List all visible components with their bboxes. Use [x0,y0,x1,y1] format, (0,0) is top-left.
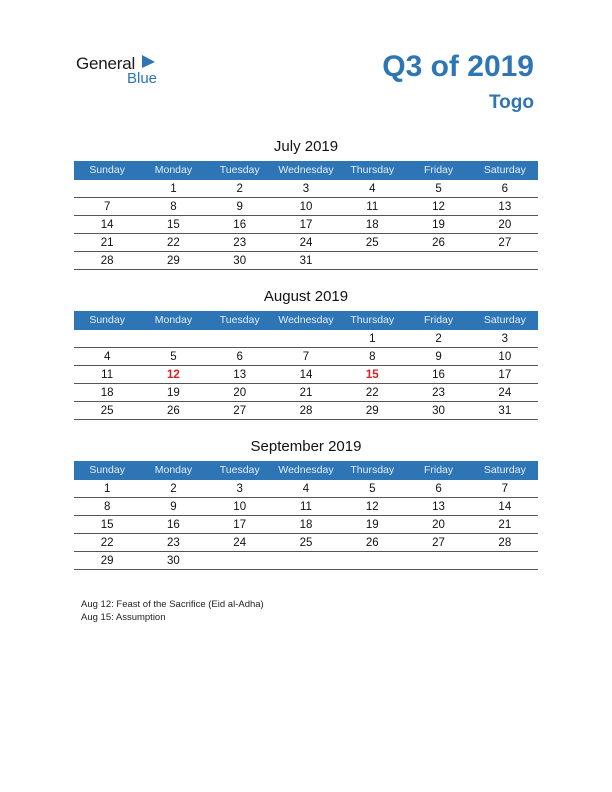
weekday-label: Monday [154,314,193,326]
day-cell: 10 [233,501,247,513]
day-cell: 31 [299,255,313,267]
day-cell: 29 [167,255,180,267]
day-cell: 24 [299,237,313,249]
day-cell: 7 [302,351,310,363]
month-title: July 2019 [273,138,339,155]
day-cell: 28 [299,405,313,417]
month-august [74,286,538,420]
day-cell: 7 [501,483,509,495]
day-cell: 5 [369,483,376,495]
week-row [74,498,538,516]
day-cell: 13 [233,369,247,381]
weekday-label: Sunday [89,164,125,176]
day-cell [273,330,339,347]
week-row [74,516,538,534]
day-cell: 9 [435,351,442,363]
day-cell: 6 [435,483,442,495]
day-cell: 29 [365,405,379,417]
holiday-note: Aug 15: Assumption [81,612,166,623]
day-cell: 4 [302,483,310,495]
weekday-label: Sunday [89,314,125,326]
day-cell: 20 [233,387,247,399]
day-cell: 16 [233,219,247,231]
day-cell: 15 [167,219,180,231]
week-row [74,234,538,252]
day-cell: 5 [435,183,442,195]
week-row [74,384,538,402]
weekday-label: Friday [423,164,454,176]
day-cell: 27 [498,237,512,249]
day-cell [74,330,140,347]
day-cell: 22 [365,387,379,399]
day-cell: 25 [299,537,313,549]
week-row [74,402,538,420]
weekday-label: Sunday [89,464,125,476]
day-cell: 11 [366,201,379,213]
day-cell: 18 [365,219,379,231]
day-cell: 20 [432,519,445,531]
day-cell: 6 [236,351,243,363]
weekday-header [74,461,538,480]
day-cell [472,252,538,269]
day-cell: 17 [498,369,512,381]
day-cell: 18 [100,387,114,399]
country-name: Togo [488,92,534,113]
day-cell: 3 [302,183,310,195]
day-cell: 25 [365,237,379,249]
day-cell [339,252,405,269]
weekday-label: Saturday [483,314,526,326]
weekday-label: Tuesday [219,464,260,476]
day-cell: 28 [100,255,114,267]
day-cell: 16 [167,519,180,531]
day-cell [140,330,206,347]
day-cell: 1 [170,183,177,195]
logo-flag-icon [140,53,156,69]
day-cell: 11 [300,501,312,513]
day-cell: 24 [498,387,512,399]
holiday-note: Aug 12: Feast of the Sacrifice (Eid al-Adha) [81,599,264,610]
day-cell: 30 [233,255,247,267]
weekday-header [74,311,538,330]
day-cell: 21 [100,237,114,249]
day-cell: 17 [299,219,313,231]
day-cell: 19 [432,219,445,231]
day-cell: 15 [365,369,379,381]
day-cell: 9 [170,501,177,513]
day-cell: 26 [365,537,379,549]
day-cell: 12 [432,201,445,213]
day-cell: 21 [498,519,512,531]
weekday-label: Friday [423,464,454,476]
day-cell: 23 [167,537,180,549]
day-cell: 11 [101,369,114,381]
weekday-label: Saturday [483,164,526,176]
weekday-header [74,161,538,180]
day-cell: 1 [369,333,376,345]
logo [76,50,176,90]
day-cell: 4 [103,351,111,363]
day-cell: 19 [365,519,379,531]
day-cell: 2 [170,483,177,495]
day-cell: 18 [299,519,313,531]
weekday-label: Thursday [350,164,395,176]
day-cell: 31 [498,405,512,417]
day-cell: 1 [103,483,111,495]
weekday-label: Tuesday [219,314,260,326]
weekday-label: Tuesday [219,164,260,176]
month-july [74,136,538,270]
day-cell: 30 [432,405,445,417]
day-cell: 5 [170,351,177,363]
weekday-label: Wednesday [278,464,334,476]
day-cell [472,552,538,569]
day-cell [74,180,140,197]
day-cell: 2 [236,183,243,195]
week-row [74,348,538,366]
week-row [74,216,538,234]
day-cell: 12 [167,369,180,381]
day-cell: 22 [167,237,180,249]
day-cell: 14 [498,501,512,513]
week-row [74,180,538,198]
week-row [74,198,538,216]
holiday-notes [81,598,264,624]
day-cell: 8 [103,501,111,513]
day-cell: 9 [236,201,243,213]
month-title: August 2019 [263,288,349,305]
day-cell: 13 [498,201,512,213]
day-cell: 7 [103,201,111,213]
day-cell: 8 [369,351,376,363]
weekday-label: Monday [154,464,193,476]
day-cell [405,252,471,269]
weekday-label: Thursday [350,314,395,326]
day-cell [207,552,273,569]
day-cell: 26 [432,237,445,249]
day-cell: 30 [167,555,180,567]
week-row [74,552,538,570]
day-cell: 14 [100,219,114,231]
day-cell: 27 [432,537,445,549]
week-row [74,534,538,552]
day-cell: 2 [435,333,442,345]
day-cell: 27 [233,405,247,417]
weekday-label: Thursday [350,464,395,476]
day-cell: 16 [432,369,445,381]
week-row [74,480,538,498]
day-cell: 22 [100,537,114,549]
day-cell: 12 [365,501,379,513]
day-cell [273,552,339,569]
day-cell: 6 [501,183,509,195]
logo-word-blue: Blue [127,70,158,87]
day-cell: 10 [299,201,313,213]
weekday-label: Wednesday [278,164,334,176]
day-cell: 17 [233,519,247,531]
day-cell: 8 [170,201,177,213]
day-cell: 21 [299,387,313,399]
weekday-label: Monday [154,164,193,176]
page-title: Q3 of 2019 [382,50,534,83]
weekday-label: Friday [423,314,454,326]
week-row [74,252,538,270]
day-cell: 26 [167,405,180,417]
day-cell: 15 [100,519,114,531]
day-cell: 24 [233,537,247,549]
day-cell: 3 [501,333,509,345]
day-cell: 23 [432,387,445,399]
week-row [74,366,538,384]
day-cell [405,552,471,569]
day-cell: 19 [167,387,180,399]
day-cell: 13 [432,501,445,513]
day-cell: 4 [369,183,376,195]
day-cell: 28 [498,537,512,549]
day-cell: 20 [498,219,512,231]
day-cell: 3 [236,483,243,495]
month-title: September 2019 [250,438,362,455]
day-cell: 14 [299,369,313,381]
weekday-label: Saturday [483,464,526,476]
day-cell: 23 [233,237,247,249]
day-cell: 25 [100,405,114,417]
weekday-label: Wednesday [278,314,334,326]
day-cell: 10 [498,351,512,363]
day-cell [339,552,405,569]
week-row [74,330,538,348]
day-cell: 29 [100,555,114,567]
month-september [74,436,538,570]
logo-word-general: General [76,54,136,73]
day-cell [207,330,273,347]
